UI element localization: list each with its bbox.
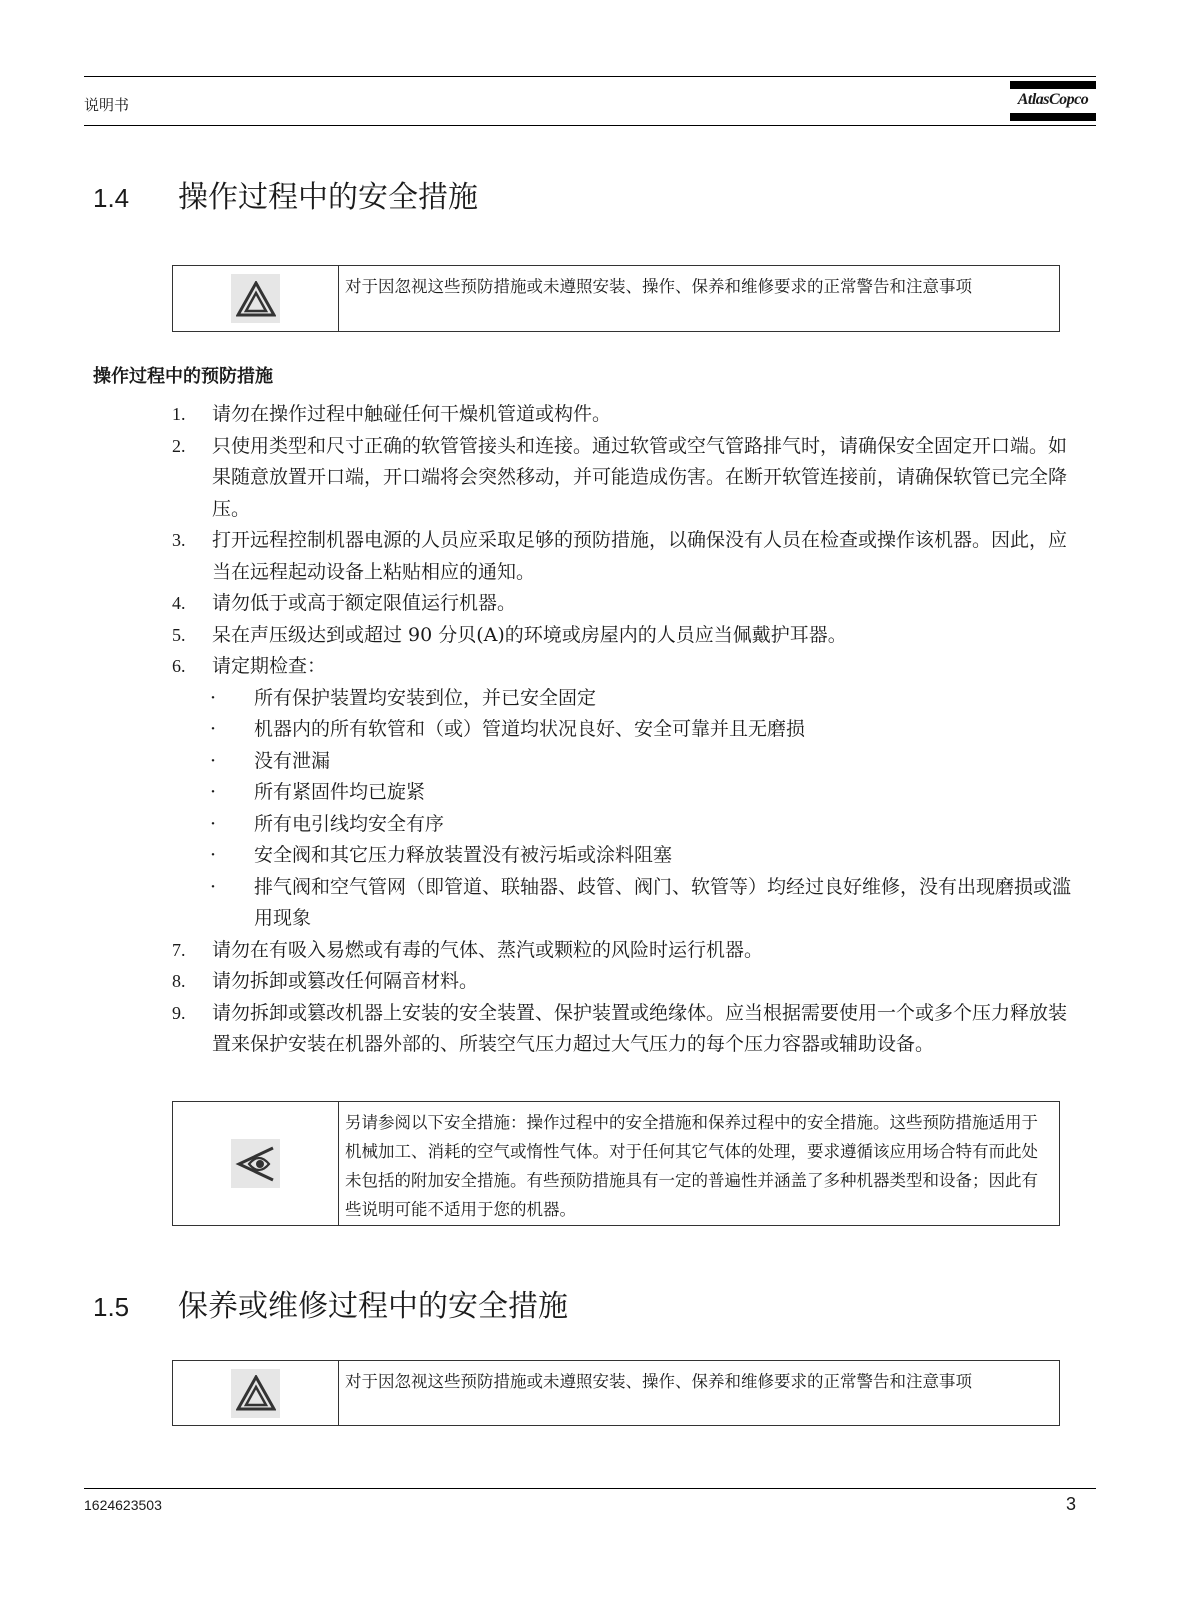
item-number: 3.	[172, 530, 186, 550]
bullet-dot: ·	[210, 686, 217, 709]
warning-text: 对于因忽视这些预防措施或未遵照安装、操作、保养和维修要求的正常警告和注意事项	[345, 277, 972, 296]
warning-box-1-5	[172, 1360, 1060, 1426]
warning-triangle-icon	[231, 274, 280, 323]
page-number: 3	[1066, 1494, 1077, 1514]
bullet-text: 所有电引线均安全有序	[254, 812, 445, 835]
document-number: 1624623503	[84, 1497, 162, 1513]
warning-icon-cell	[173, 1361, 339, 1425]
item-number: 5.	[172, 624, 186, 645]
section-1-4-title-text: 操作过程中的安全措施	[178, 180, 478, 215]
bullet-text: 排气阀和空气管网（即管道、联轴器、歧管、阀门、软管等）均经过良好维修，没有出现磨损或滥用现象	[254, 875, 1072, 929]
item-number: 4.	[172, 593, 186, 613]
bullet-item	[172, 809, 1072, 841]
list-item	[172, 998, 1072, 1061]
header-bottom-rule	[84, 125, 1096, 126]
bullet-text: 没有泄漏	[254, 749, 331, 772]
section-1-4-title	[93, 172, 478, 216]
section-1-5-number: 1.5	[93, 1292, 130, 1322]
list-item	[172, 620, 1072, 652]
warning-triangle-icon	[231, 1369, 280, 1418]
eye-caution-icon	[231, 1139, 280, 1188]
bullet-item	[172, 777, 1072, 809]
item-number: 2.	[172, 435, 186, 456]
bullet-text: 安全阀和其它压力释放装置没有被污垢或涂料阻塞	[254, 844, 673, 866]
list-item	[172, 966, 1072, 998]
item-text: 只使用类型和尺寸正确的软管管接头和连接。通过软管或空气管路排气时，请确保安全固定开口端。如果随意放置开口端，开口端将会突然移动，并可能造成伤害。在断开软管连接前，请确保软管已完全降压。	[212, 434, 1068, 520]
bullet-dot: ·	[210, 749, 217, 772]
note-icon-cell	[173, 1102, 339, 1225]
logo-bottom-bar	[1010, 113, 1096, 121]
logo-text: AtlasCopco	[1017, 91, 1089, 108]
warning-box-1-4	[172, 265, 1060, 332]
bullet-dot: ·	[210, 812, 217, 835]
item-number: 7.	[172, 939, 186, 960]
bullet-text: 机器内的所有软管和（或）管道均状况良好、安全可靠并且无磨损	[254, 718, 806, 740]
precautions-list	[172, 399, 1072, 1061]
list-item	[172, 588, 1072, 620]
item-number: 1.	[172, 404, 186, 424]
section-1-4-number: 1.4	[93, 183, 130, 213]
item-text: 请勿在有吸入易燃或有毒的气体、蒸汽或颗粒的风险时运行机器。	[212, 938, 764, 961]
bullet-item	[172, 746, 1072, 778]
item-number: 6.	[172, 656, 186, 676]
bullet-dot: ·	[210, 875, 217, 898]
bullet-dot: ·	[210, 718, 217, 740]
bullet-item	[172, 683, 1072, 715]
section-1-5-title	[93, 1281, 568, 1325]
item-text: 请勿低于或高于额定限值运行机器。	[212, 592, 517, 614]
item-number: 8.	[172, 971, 186, 991]
list-item	[172, 431, 1072, 526]
precautions-subheading: 操作过程中的预防措施	[93, 366, 273, 387]
item-number: 9.	[172, 1002, 186, 1023]
list-item	[172, 935, 1072, 967]
section-1-5-title-text: 保养或维修过程中的安全措施	[178, 1289, 568, 1324]
header-top-rule	[84, 76, 1096, 77]
item-text: 打开远程控制机器电源的人员应采取足够的预防措施，以确保没有人员在检查或操作该机器。因此，应当在远程起动设备上粘贴相应的通知。	[212, 529, 1068, 583]
bullet-item	[172, 714, 1072, 746]
footer-rule	[84, 1488, 1096, 1489]
bullet-text: 所有紧固件均已旋紧	[254, 781, 426, 803]
warning-text: 对于因忽视这些预防措施或未遵照安装、操作、保养和维修要求的正常警告和注意事项	[345, 1372, 972, 1391]
item-text: 请勿拆卸或篡改任何隔音材料。	[212, 970, 479, 992]
bullet-item	[172, 840, 1072, 872]
bullet-text: 所有保护装置均安装到位，并已安全固定	[254, 686, 597, 709]
bullet-dot: ·	[210, 844, 217, 866]
note-text: 另请参阅以下安全措施：操作过程中的安全措施和保养过程中的安全措施。这些预防措施适用于机械加工、消耗的空气或惰性气体。对于任何其它气体的处理，要求遵循该应用场合特有而此处未包括的附加安全措施。有些预防措施具有一定的普遍性并涵盖了多种机器类型和设备；因此有些说明可能不适用于您的机器。	[345, 1113, 1038, 1219]
note-box-1-4	[172, 1101, 1060, 1226]
item-text: 请定期检查：	[212, 655, 327, 677]
list-item	[172, 525, 1072, 588]
item-text: 请勿拆卸或篡改机器上安装的安全装置、保护装置或绝缘体。应当根据需要使用一个或多个压力释放装置来保护安装在机器外部的、所装空气压力超过大气压力的每个压力容器或辅助设备。	[212, 1001, 1068, 1055]
atlas-copco-logo	[1010, 80, 1096, 125]
list-item	[172, 651, 1072, 683]
item-text: 请勿在操作过程中触碰任何干燥机管道或构件。	[212, 403, 612, 425]
logo-top-bar	[1010, 81, 1096, 89]
bullet-dot: ·	[210, 781, 217, 803]
item-text: 呆在声压级达到或超过 90 分贝(A)的环境或房屋内的人员应当佩戴护耳器。	[212, 623, 847, 646]
warning-icon-cell	[173, 266, 339, 331]
list-item	[172, 399, 1072, 431]
bullet-item	[172, 872, 1072, 935]
header-label: 说明书	[84, 96, 130, 114]
